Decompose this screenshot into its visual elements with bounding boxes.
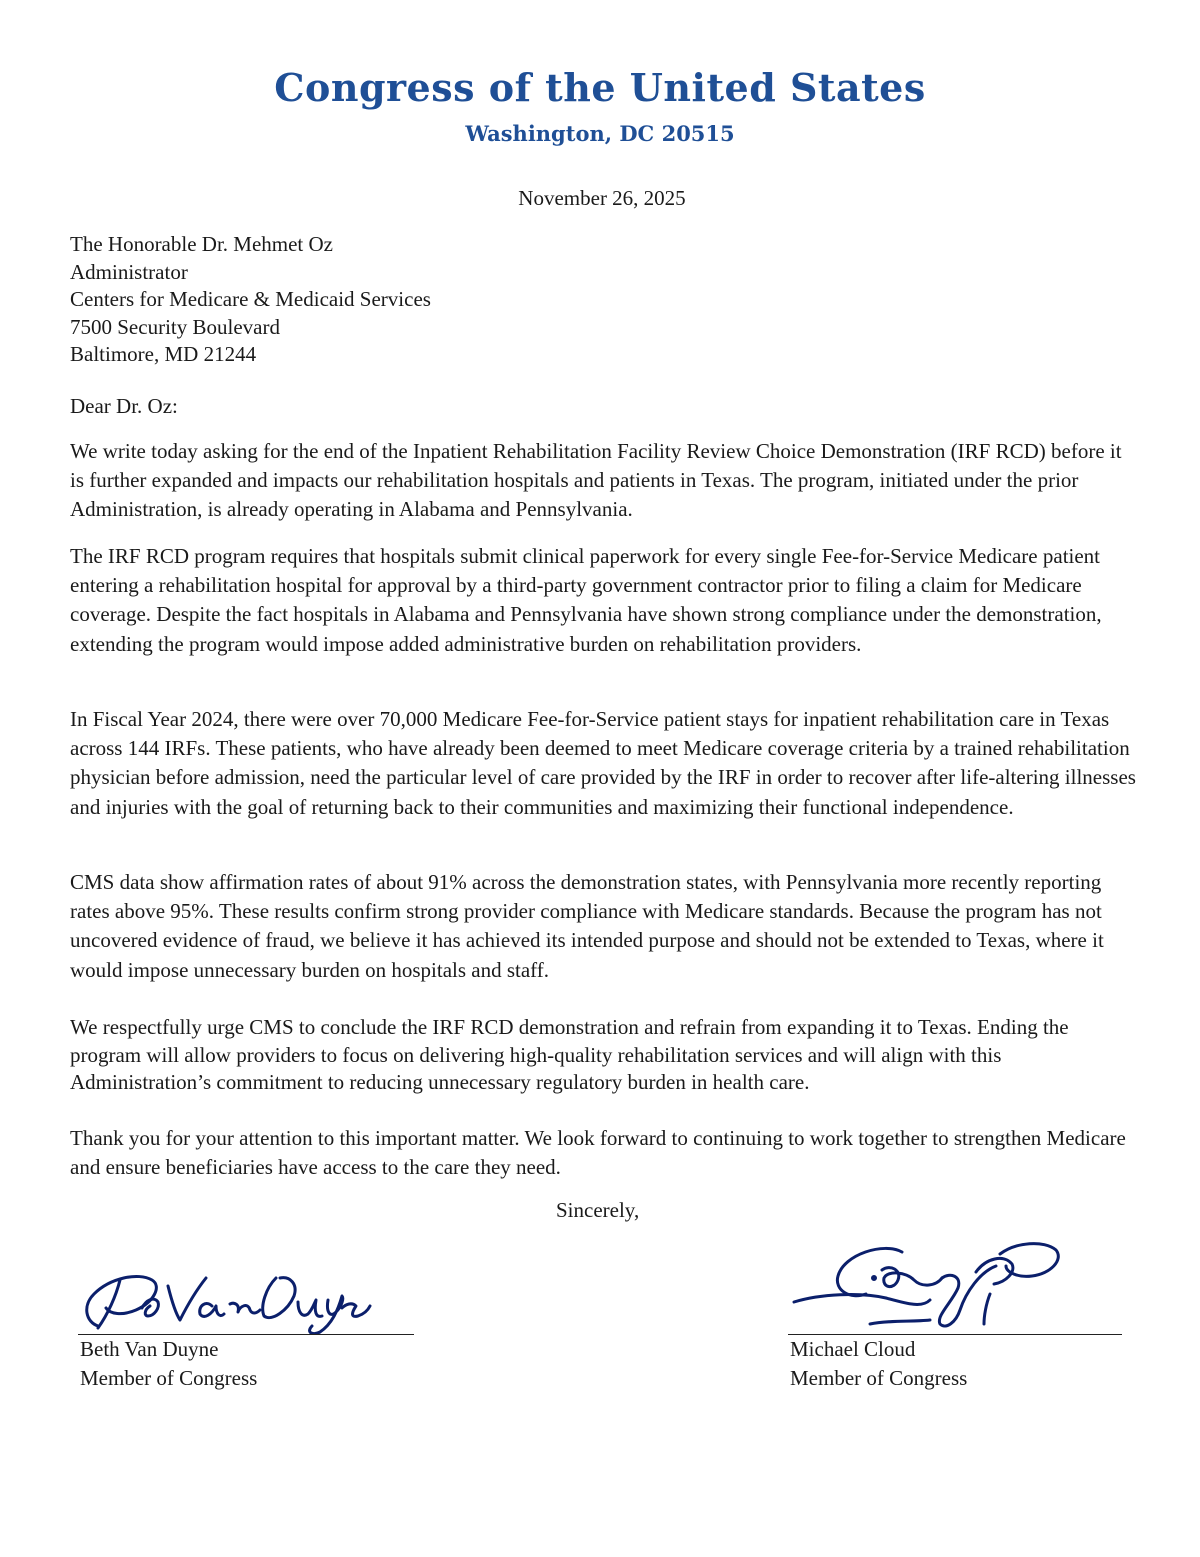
letterhead [0, 62, 1200, 148]
recipient-city: Baltimore, MD 21244 [70, 342, 257, 366]
signer-title-right: Member of Congress [790, 1366, 968, 1390]
paragraph-2: The IRF RCD program requires that hospitals submit clinical paperwork for every single Fee-for-Service Medicare patient entering a rehabilitation hospital for approval by a third-party government contractor prior to filing a claim for Medicare coverage. Despite the fact hospitals in Alabama and Pennsylvania have shown strong compliance under the demonstration, extending the program would impose added administrative burden on rehabilitation providers. [70, 544, 1102, 656]
closing: Sincerely, [556, 1198, 640, 1222]
recipient-name: The Honorable Dr. Mehmet Oz [70, 232, 334, 256]
signature-image-left [80, 1262, 380, 1334]
recipient-title: Administrator [70, 259, 188, 284]
paragraph-3: In Fiscal Year 2024, there were over 70,000 Medicare Fee-for-Service patient stays for inpatient rehabilitation care in Texas across 144 IRFs. These patients, who have already been deemed to meet Medicare coverage criteria by a trained rehabilitation physician before admission, need the particular level of care provided by the IRF in order to recover after life-altering illnesses and injuries with the goal of returning back to their communities and maximizing their functional independence. [70, 707, 1136, 819]
paragraph-4: CMS data show affirmation rates of about 91% across the demonstration states, with Pennsylvania more recently reporting rates above 95%. These results confirm strong provider compliance with Medicare standards. Because the program has not uncovered evidence of fraud, we believe it has achieved its intended purpose and should not be extended to Texas, where it would impose unnecessary burden on hospitals and staff. [70, 870, 1104, 982]
signature-image-right [790, 1236, 1090, 1334]
paragraph-5: We respectfully urge CMS to conclude the IRF RCD demonstration and refrain from expanding it to Texas. Ending the program will allow providers to focus on delivering high-quality rehabilitation services and will align with this Administration’s commitment to reducing unnecessary regulatory burden in health care. [70, 1015, 1069, 1094]
salutation: Dear Dr. Oz: [70, 394, 178, 418]
letterhead-subtitle: Washington, DC 20515 [465, 121, 735, 146]
recipient-address [70, 231, 431, 369]
recipient-organization: Centers for Medicare & Medicaid Services [70, 287, 431, 311]
signature-block-right [790, 1236, 1130, 1393]
recipient-street: 7500 Security Boulevard [70, 314, 280, 339]
letterhead-title: Congress of the United States [274, 65, 926, 110]
signature-block-left [80, 1262, 420, 1393]
letter-date: November 26, 2025 [518, 186, 686, 210]
paragraph-6: Thank you for your attention to this important matter. We look forward to continuing to work together to strengthen Medicare and ensure beneficiaries have access to the care they need. [70, 1126, 1126, 1180]
paragraph-1: We write today asking for the end of the Inpatient Rehabilitation Facility Review Choice Demonstration (IRF RCD) before it is further expanded and impacts our rehabilitation hospitals and patients in Texas. The program, initiated under the prior Administration, is already operating in Alabama and Pennsylvania. [70, 439, 1122, 522]
signer-name-left: Beth Van Duyne [80, 1337, 219, 1361]
signer-title-left: Member of Congress [80, 1366, 258, 1390]
signer-name-right: Michael Cloud [790, 1337, 916, 1361]
